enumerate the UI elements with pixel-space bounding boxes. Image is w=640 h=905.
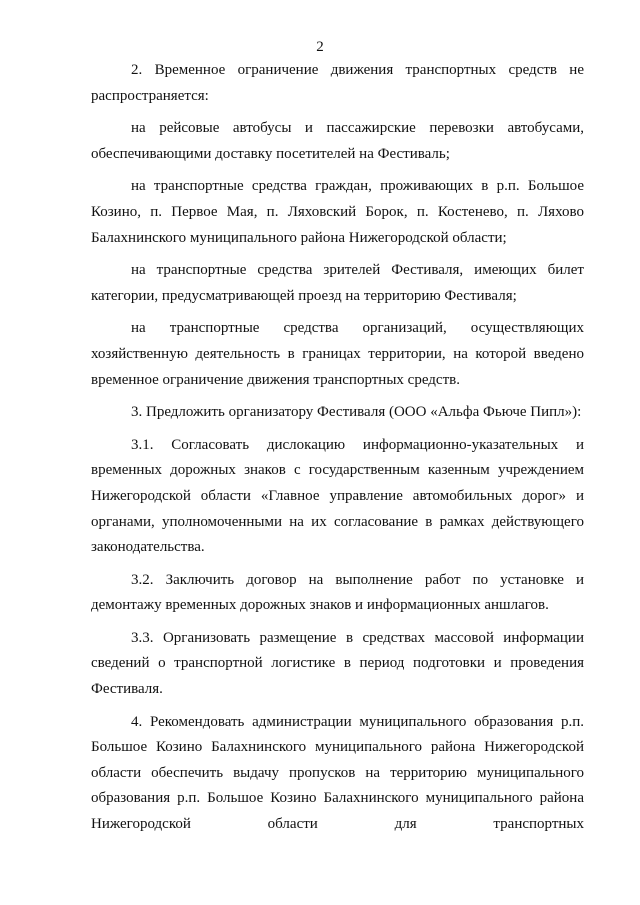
paragraph-exception-organizations: на транспортные средства организаций, осуществляющих хозяйственную деятельность в границах территории, на которой введено временное ограничение движения транспортных средств. [91,320,584,388]
paragraph-item-3-1: 3.1. Согласовать дислокацию информационно-указательных и временных дорожных знаков с государственным казенным учреждением Нижегородской области «Главное управление автомобильных дорог» и органами, уполномоченными на их согласование в рамках действующего законодательства. [91,436,584,556]
paragraph-item-2: 2. Временное ограничение движения транспортных средств не распространяется: [91,62,584,104]
paragraph-exception-buses: на рейсовые автобусы и пассажирские перевозки автобусами, обеспечивающими доставку посетителей на Фестиваль; [91,120,584,162]
paragraph-exception-residents: на транспортные средства граждан, проживающих в р.п. Большое Козино, п. Первое Мая, п. Ляховский Борок, п. Костенево, п. Ляхово Балахнинского муниципального района Нижегородской области; [91,178,584,246]
paragraph-item-3-3: 3.3. Организовать размещение в средствах массовой информации сведений о транспортной логистике в период подготовки и проведения Фестиваля. [91,629,584,698]
paragraph-item-4: 4. Рекомендовать администрации муниципального образования р.п. Большое Козино Балахнинского муниципального района Нижегородской области обеспечить выдачу пропусков на территорию муниципального образования р.п. Большое Козино Балахнинского муниципального района Нижегородской области для транспортных [91,713,584,833]
paragraph-exception-spectators: на транспортные средства зрителей Фестиваля, имеющих билет категории, предусматривающей проезд на территорию Фестиваля; [91,262,584,304]
paragraph-item-3-2: 3.2. Заключить договор на выполнение работ по установке и демонтажу временных дорожных знаков и информационных аншлагов. [91,571,584,614]
document-body [91,58,584,838]
paragraph-item-3: 3. Предложить организатору Фестиваля (ООО «Альфа Фьюче Пипл»): [131,404,582,421]
page-number: 2 [316,39,324,55]
